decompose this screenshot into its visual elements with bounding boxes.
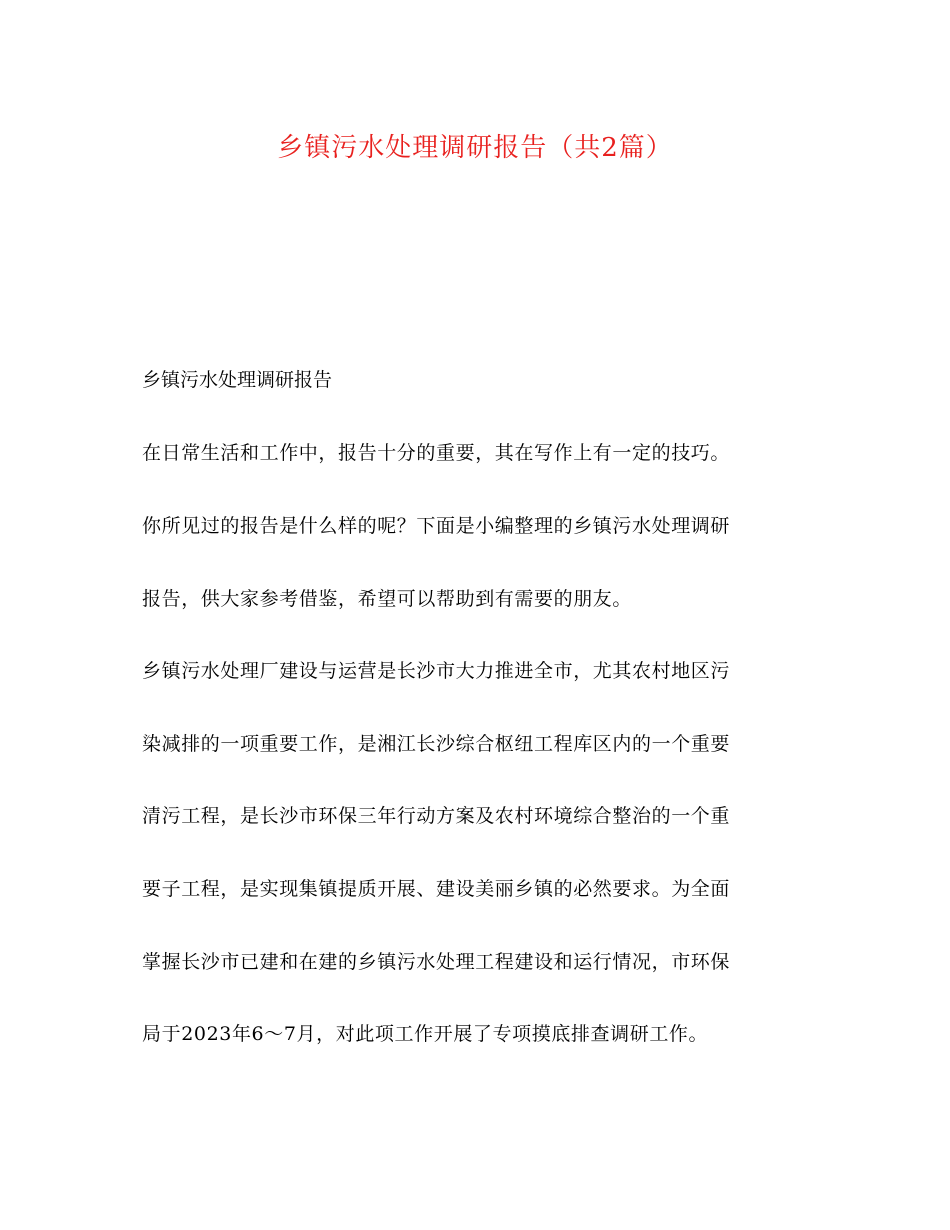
paragraph-line: 清污工程，是长沙市环保三年行动方案及农村环境综合整治的一个重	[142, 805, 731, 827]
section-heading: 乡镇污水处理调研报告	[142, 369, 333, 391]
paragraph-line: 你所见过的报告是什么样的呢？下面是小编整理的乡镇污水处理调研	[142, 515, 731, 537]
paragraph-line: 报告，供大家参考借鉴，希望可以帮助到有需要的朋友。	[142, 588, 633, 610]
paragraph-line: 乡镇污水处理厂建设与运营是长沙市大力推进全市，尤其农村地区污	[142, 660, 731, 682]
paragraph-line: 染减排的一项重要工作，是湘江长沙综合枢纽工程库区内的一个重要	[142, 733, 731, 755]
paragraph-line: 要子工程，是实现集镇提质开展、建设美丽乡镇的必然要求。为全面	[142, 878, 731, 900]
paragraph-line: 掌握长沙市已建和在建的乡镇污水处理工程建设和运行情况，市环保	[142, 951, 731, 973]
paragraph-line: 局于2023年6～7月，对此项工作开展了专项摸底排查调研工作。	[142, 1023, 709, 1045]
document-title: 乡镇污水处理调研报告（共2篇）	[277, 133, 673, 163]
paragraph-line: 在日常生活和工作中，报告十分的重要，其在写作上有一定的技巧。	[142, 442, 731, 464]
